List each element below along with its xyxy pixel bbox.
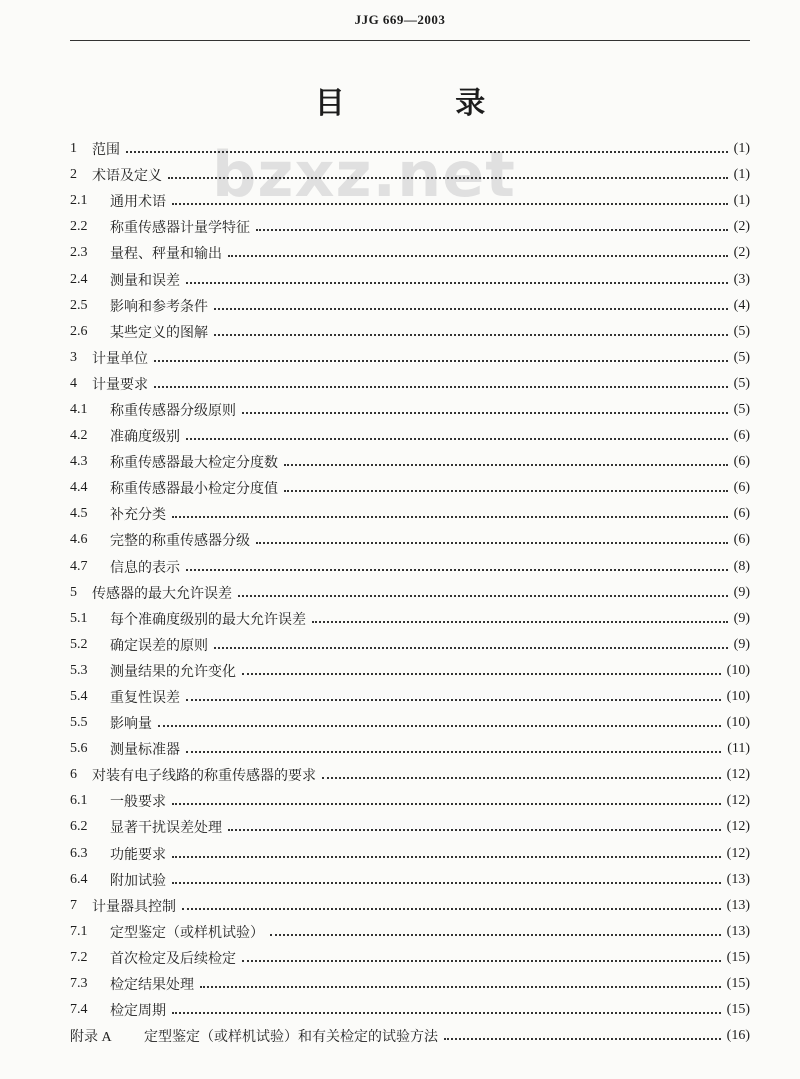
toc-entry[interactable] xyxy=(70,475,750,501)
toc-entry-number: 6.1 xyxy=(70,793,88,809)
toc-entry[interactable] xyxy=(70,423,750,449)
dot-leader xyxy=(242,412,728,414)
toc-entry[interactable] xyxy=(70,762,750,788)
toc-entry-title: 准确度级别 xyxy=(110,429,180,446)
toc-entry-number: 5.2 xyxy=(70,636,88,652)
toc-entry-title: 测量结果的允许变化 xyxy=(110,663,236,680)
toc-entry-title: 首次检定及后续检定 xyxy=(110,950,236,967)
dot-leader xyxy=(172,1012,721,1014)
toc-entry-number: 6.4 xyxy=(70,871,88,887)
toc-entry-title: 传感器的最大允许误差 xyxy=(92,585,232,602)
toc-entry-page: (1) xyxy=(733,141,750,157)
toc-entry-title: 完整的称重传感器分级 xyxy=(110,533,250,550)
toc-entry-page: (6) xyxy=(733,532,750,548)
toc-entry-number: 4.2 xyxy=(70,428,88,444)
toc-entry-page: (10) xyxy=(726,662,750,678)
toc-entry-title: 影响量 xyxy=(110,716,152,733)
toc-entry-page: (12) xyxy=(726,845,750,861)
toc-entry-number: 4.3 xyxy=(70,454,88,470)
toc-entry[interactable] xyxy=(70,945,750,971)
toc-entry[interactable] xyxy=(70,971,750,997)
dot-leader xyxy=(284,490,728,492)
toc-entry[interactable] xyxy=(70,162,750,188)
toc-entry-page: (10) xyxy=(726,715,750,731)
toc-entry-page: (5) xyxy=(733,375,750,391)
toc-entry[interactable] xyxy=(70,632,750,658)
toc-entry[interactable] xyxy=(70,997,750,1023)
toc-entry-title: 测量标准器 xyxy=(110,742,180,759)
toc-entry-number: 4.5 xyxy=(70,506,88,522)
toc-entry[interactable] xyxy=(70,266,750,292)
toc-entry-title: 信息的表示 xyxy=(110,559,180,576)
toc-entry-title: 定型鉴定（或样机试验） xyxy=(110,924,264,941)
toc-entry-number: 4.4 xyxy=(70,480,88,496)
toc-entry-page: (3) xyxy=(733,271,750,287)
toc-entry-number: 附录 A xyxy=(70,1030,112,1046)
toc-entry[interactable] xyxy=(70,397,750,423)
toc-entry-page: (12) xyxy=(726,767,750,783)
dot-leader xyxy=(322,777,721,779)
toc-entry-number: 6.2 xyxy=(70,819,88,835)
toc-entry-title: 术语及定义 xyxy=(92,168,162,185)
toc-entry-page: (5) xyxy=(733,401,750,417)
dot-leader xyxy=(186,569,728,571)
toc-entry-title: 称重传感器分级原则 xyxy=(110,402,236,419)
toc-entry-number: 1 xyxy=(70,141,77,157)
toc-entry-page: (6) xyxy=(733,454,750,470)
toc-entry-title: 功能要求 xyxy=(110,846,166,863)
toc-entry[interactable] xyxy=(70,501,750,527)
document-code-header: JJG 669—2003 xyxy=(354,12,446,27)
dot-leader xyxy=(214,647,728,649)
toc-entry-page: (6) xyxy=(733,506,750,522)
toc-entry-title: 称重传感器最小检定分度值 xyxy=(110,481,278,498)
dot-leader xyxy=(172,516,728,518)
toc-entry-number: 5.4 xyxy=(70,689,88,705)
toc-entry-number: 5.5 xyxy=(70,715,88,731)
toc-entry-title: 显著干扰误差处理 xyxy=(110,820,222,837)
toc-entry-page: (2) xyxy=(733,219,750,235)
toc-entry[interactable] xyxy=(70,736,750,762)
toc-entry-number: 4.6 xyxy=(70,532,88,548)
toc-entry-number: 2.6 xyxy=(70,323,88,339)
toc-entry-page: (9) xyxy=(733,610,750,626)
toc-entry-page: (6) xyxy=(733,480,750,496)
toc-entry-number: 5.3 xyxy=(70,662,88,678)
toc-entry-title: 称重传感器最大检定分度数 xyxy=(110,455,278,472)
dot-leader xyxy=(228,829,721,831)
dot-leader xyxy=(182,908,721,910)
toc-entry-number: 7.4 xyxy=(70,1002,88,1018)
toc-entry-title: 测量和误差 xyxy=(110,272,180,289)
toc-entry-page: (13) xyxy=(726,871,750,887)
toc-entry-title: 检定周期 xyxy=(110,1003,166,1020)
toc-entry-title: 影响和参考条件 xyxy=(110,298,208,315)
toc-entry-number: 2.1 xyxy=(70,193,88,209)
toc-entry-number: 2.3 xyxy=(70,245,88,261)
toc-entry-number: 6 xyxy=(70,767,77,783)
toc-entry[interactable] xyxy=(70,527,750,553)
toc-entry-title: 量程、秤量和输出 xyxy=(110,246,222,263)
toc-entry-title: 计量要求 xyxy=(92,376,148,393)
dot-leader xyxy=(242,960,721,962)
toc-entry[interactable] xyxy=(70,293,750,319)
toc-entry-page: (11) xyxy=(727,741,750,757)
toc-entry-page: (5) xyxy=(733,323,750,339)
toc-entry[interactable] xyxy=(70,214,750,240)
toc-entry-number: 4.1 xyxy=(70,401,88,417)
toc-entry[interactable] xyxy=(70,658,750,684)
dot-leader xyxy=(186,282,728,284)
toc-entry[interactable] xyxy=(70,788,750,814)
toc-entry-number: 4 xyxy=(70,375,77,391)
toc-entry[interactable] xyxy=(70,554,750,580)
toc-entry[interactable] xyxy=(70,684,750,710)
toc-entry-title: 计量单位 xyxy=(92,350,148,367)
toc-entry-title: 附加试验 xyxy=(110,872,166,889)
toc-entry-page: (16) xyxy=(726,1028,750,1044)
dot-leader xyxy=(238,595,728,597)
toc-entry-page: (13) xyxy=(726,923,750,939)
toc-entry[interactable] xyxy=(70,814,750,840)
toc-entry[interactable] xyxy=(70,345,750,371)
toc-entry-page: (15) xyxy=(726,1002,750,1018)
toc-entry-page: (15) xyxy=(726,976,750,992)
toc-entry-page: (15) xyxy=(726,949,750,965)
toc-entry[interactable] xyxy=(70,841,750,867)
toc-entry-number: 2.5 xyxy=(70,297,88,313)
toc-entry-title: 定型鉴定（或样机试验）和有关检定的试验方法 xyxy=(144,1029,438,1046)
toc-entry-title: 确定误差的原则 xyxy=(110,637,208,654)
toc-entry[interactable] xyxy=(70,919,750,945)
dot-leader xyxy=(186,699,721,701)
toc-entry-page: (9) xyxy=(733,636,750,652)
dot-leader xyxy=(172,803,721,805)
header-rule xyxy=(70,40,750,41)
toc-entry-title: 重复性误差 xyxy=(110,690,180,707)
toc-entry-page: (13) xyxy=(726,897,750,913)
dot-leader xyxy=(256,229,728,231)
dot-leader xyxy=(186,751,721,753)
dot-leader xyxy=(312,621,728,623)
watermark: bzxz.net xyxy=(212,138,516,211)
toc-entry-title: 每个准确度级别的最大允许误差 xyxy=(110,611,306,628)
toc-entry-number: 3 xyxy=(70,349,77,365)
toc-entry[interactable] xyxy=(70,371,750,397)
toc-entry[interactable] xyxy=(70,710,750,736)
toc-entry-number: 2.2 xyxy=(70,219,88,235)
toc-entry-number: 5 xyxy=(70,584,77,600)
dot-leader xyxy=(172,856,721,858)
toc-entry-title: 补充分类 xyxy=(110,507,166,524)
toc-entry-page: (2) xyxy=(733,245,750,261)
toc-entry-page: (12) xyxy=(726,793,750,809)
dot-leader xyxy=(172,882,721,884)
toc-entry[interactable] xyxy=(70,893,750,919)
toc-entry-number: 5.1 xyxy=(70,610,88,626)
toc-entry-number: 2 xyxy=(70,167,77,183)
toc-entry-page: (8) xyxy=(733,558,750,574)
toc-entry[interactable] xyxy=(70,136,750,162)
dot-leader xyxy=(200,986,721,988)
toc-entry-page: (10) xyxy=(726,689,750,705)
toc-entry-title: 对装有电子线路的称重传感器的要求 xyxy=(92,768,316,785)
toc-entry-page: (6) xyxy=(733,428,750,444)
toc-entry-title: 称重传感器计量学特征 xyxy=(110,220,250,237)
toc-entry-number: 4.7 xyxy=(70,558,88,574)
toc-entry[interactable] xyxy=(70,606,750,632)
dot-leader xyxy=(154,360,728,362)
dot-leader xyxy=(168,177,728,179)
dot-leader xyxy=(186,438,728,440)
toc-entry-number: 5.6 xyxy=(70,741,88,757)
toc-entry-number: 7.1 xyxy=(70,923,88,939)
toc-entry-number: 6.3 xyxy=(70,845,88,861)
toc-entry-page: (9) xyxy=(733,584,750,600)
toc-entry[interactable] xyxy=(70,580,750,606)
dot-leader xyxy=(214,308,728,310)
toc-entry-page: (5) xyxy=(733,349,750,365)
dot-leader xyxy=(214,334,728,336)
dot-leader xyxy=(172,203,728,205)
toc-entry-number: 2.4 xyxy=(70,271,88,287)
toc-entry-page: (4) xyxy=(733,297,750,313)
toc-entry[interactable] xyxy=(70,240,750,266)
dot-leader xyxy=(126,151,728,153)
dot-leader xyxy=(444,1038,721,1040)
dot-leader xyxy=(270,934,721,936)
toc-entry[interactable] xyxy=(70,319,750,345)
toc-entry-title: 范围 xyxy=(92,142,120,159)
dot-leader xyxy=(256,542,728,544)
toc-entry[interactable] xyxy=(70,188,750,214)
page-title: 目 录 xyxy=(314,86,536,121)
toc-entry-page: (12) xyxy=(726,819,750,835)
dot-leader xyxy=(154,386,728,388)
dot-leader xyxy=(158,725,721,727)
toc-entry-number: 7.3 xyxy=(70,976,88,992)
dot-leader xyxy=(228,255,728,257)
toc-entry-number: 7 xyxy=(70,897,77,913)
toc-entry-page: (1) xyxy=(733,193,750,209)
toc-entry[interactable] xyxy=(70,867,750,893)
dot-leader xyxy=(284,464,728,466)
toc-entry-title: 计量器具控制 xyxy=(92,898,176,915)
toc-entry[interactable] xyxy=(70,449,750,475)
toc-entry-page: (1) xyxy=(733,167,750,183)
toc-entry-title: 某些定义的图解 xyxy=(110,324,208,341)
toc-entry[interactable] xyxy=(70,1023,750,1049)
toc-entry-title: 通用术语 xyxy=(110,194,166,211)
table-of-contents xyxy=(70,136,750,1049)
toc-entry-title: 一般要求 xyxy=(110,794,166,811)
toc-entry-number: 7.2 xyxy=(70,949,88,965)
dot-leader xyxy=(242,673,721,675)
toc-entry-title: 检定结果处理 xyxy=(110,977,194,994)
